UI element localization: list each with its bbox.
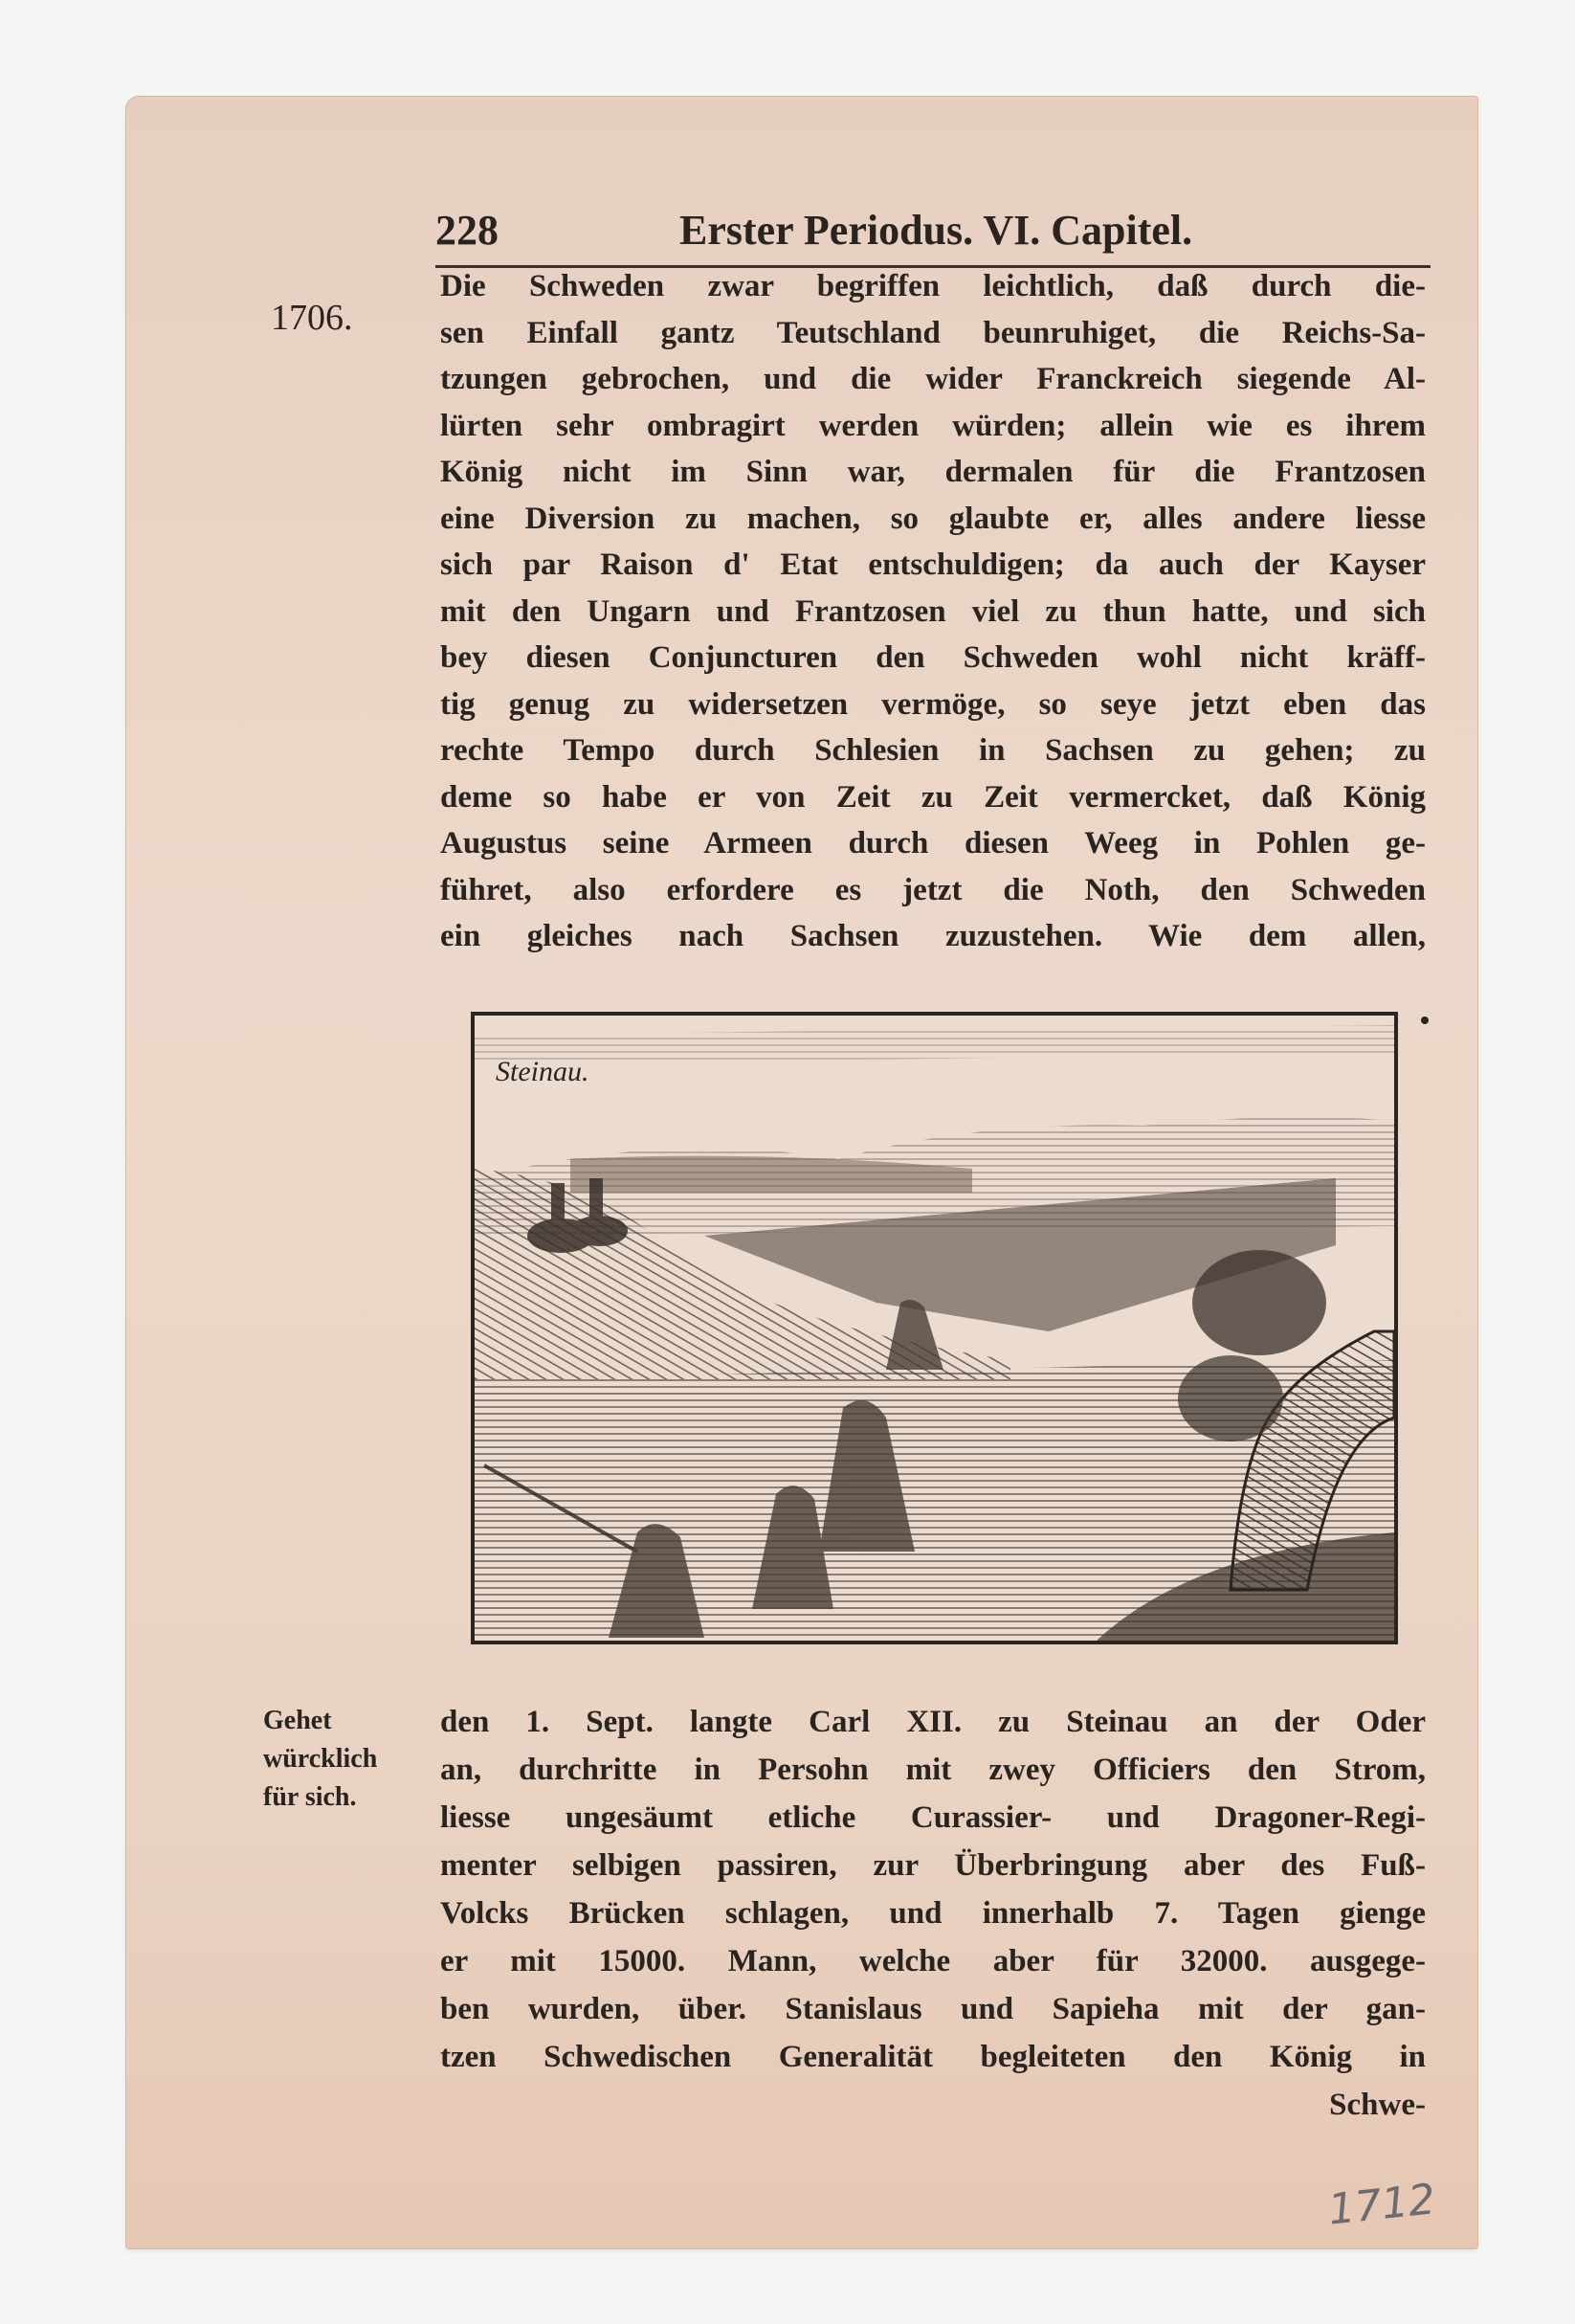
running-title: Erster Periodus. VI. Capitel. bbox=[679, 207, 1193, 254]
text-line: Volcks Brücken schlagen, und innerhalb 7. Tagen gienge bbox=[440, 1896, 1426, 1931]
margin-year: 1706. bbox=[271, 298, 353, 338]
engraving-label: Steinau. bbox=[496, 1056, 589, 1087]
text-line: bey diesen Conjuncturen den Schweden wohl nicht kräff- bbox=[440, 640, 1426, 675]
ink-speck bbox=[1421, 1017, 1429, 1024]
text-line: Augustus seine Armeen durch diesen Weeg in Pohlen ge- bbox=[440, 826, 1426, 860]
text-line: sen Einfall gantz Teutschland beunruhiget, die Reichs-Sa- bbox=[440, 315, 1426, 350]
text-line: an, durchritte in Persohn mit zwey Officiers den Strom, bbox=[440, 1753, 1426, 1787]
text-line: den 1. Sept. langte Carl XII. zu Steinau an der Oder bbox=[440, 1705, 1426, 1739]
page-number: 228 bbox=[435, 207, 499, 254]
text-line: ein gleiches nach Sachsen zuzustehen. Wie dem allen, bbox=[440, 919, 1426, 953]
text-line: Die Schweden zwar begriffen leichtlich, daß durch die- bbox=[440, 269, 1426, 303]
text-line: ben wurden, über. Stanislaus und Sapieha mit der gan- bbox=[440, 1992, 1426, 2026]
text-line: deme so habe er von Zeit zu Zeit vermercket, daß König bbox=[440, 779, 1426, 815]
tree-foliage bbox=[1192, 1250, 1326, 1355]
text-line: tig genug zu widersetzen vermöge, so seye jetzt eben das bbox=[440, 686, 1426, 722]
page-header bbox=[435, 206, 1431, 263]
margin-note bbox=[263, 1702, 377, 1817]
engraving-scene bbox=[475, 1016, 1394, 1641]
text-line: eine Diversion zu machen, so glaubte er, alles andere liesse bbox=[440, 501, 1426, 536]
pencil-annotation: 1712 bbox=[1325, 2175, 1438, 2235]
text-line: rechte Tempo durch Schlesien in Sachsen zu gehen; zu bbox=[440, 733, 1426, 768]
text-line: tzungen gebrochen, und die wider Franckreich siegende Al- bbox=[440, 362, 1426, 396]
text-line: mit den Ungarn und Frantzosen viel zu thun hatte, und sich bbox=[440, 593, 1426, 629]
margin-note-line: für sich. bbox=[263, 1782, 357, 1812]
text-line: König nicht im Sinn war, dermalen für die Frantzosen bbox=[440, 455, 1426, 489]
text-line: lürten sehr ombragirt werden würden; allein wie es ihrem bbox=[440, 408, 1426, 443]
text-line: führet, also erfordere es jetzt die Noth, den Schweden bbox=[440, 872, 1426, 907]
text-line: sich par Raison d' Etat entschuldigen; da auch der Kayser bbox=[440, 547, 1426, 582]
margin-note-line: Gehet bbox=[263, 1706, 332, 1735]
text-line: er mit 15000. Mann, welche aber für 32000. ausgege- bbox=[440, 1944, 1426, 1978]
text-line: tzen Schwedischen Generalität begleiteten den König in bbox=[440, 2040, 1426, 2074]
text-line: Schwe- bbox=[1329, 2088, 1426, 2122]
margin-note-line: würcklich bbox=[263, 1744, 378, 1774]
text-line: liesse ungesäumt etliche Curassier- und Dragoner-Regi- bbox=[440, 1800, 1426, 1835]
text-line: menter selbigen passiren, zur Überbringung aber des Fuß- bbox=[440, 1848, 1426, 1883]
engraving-illustration bbox=[471, 1012, 1398, 1644]
